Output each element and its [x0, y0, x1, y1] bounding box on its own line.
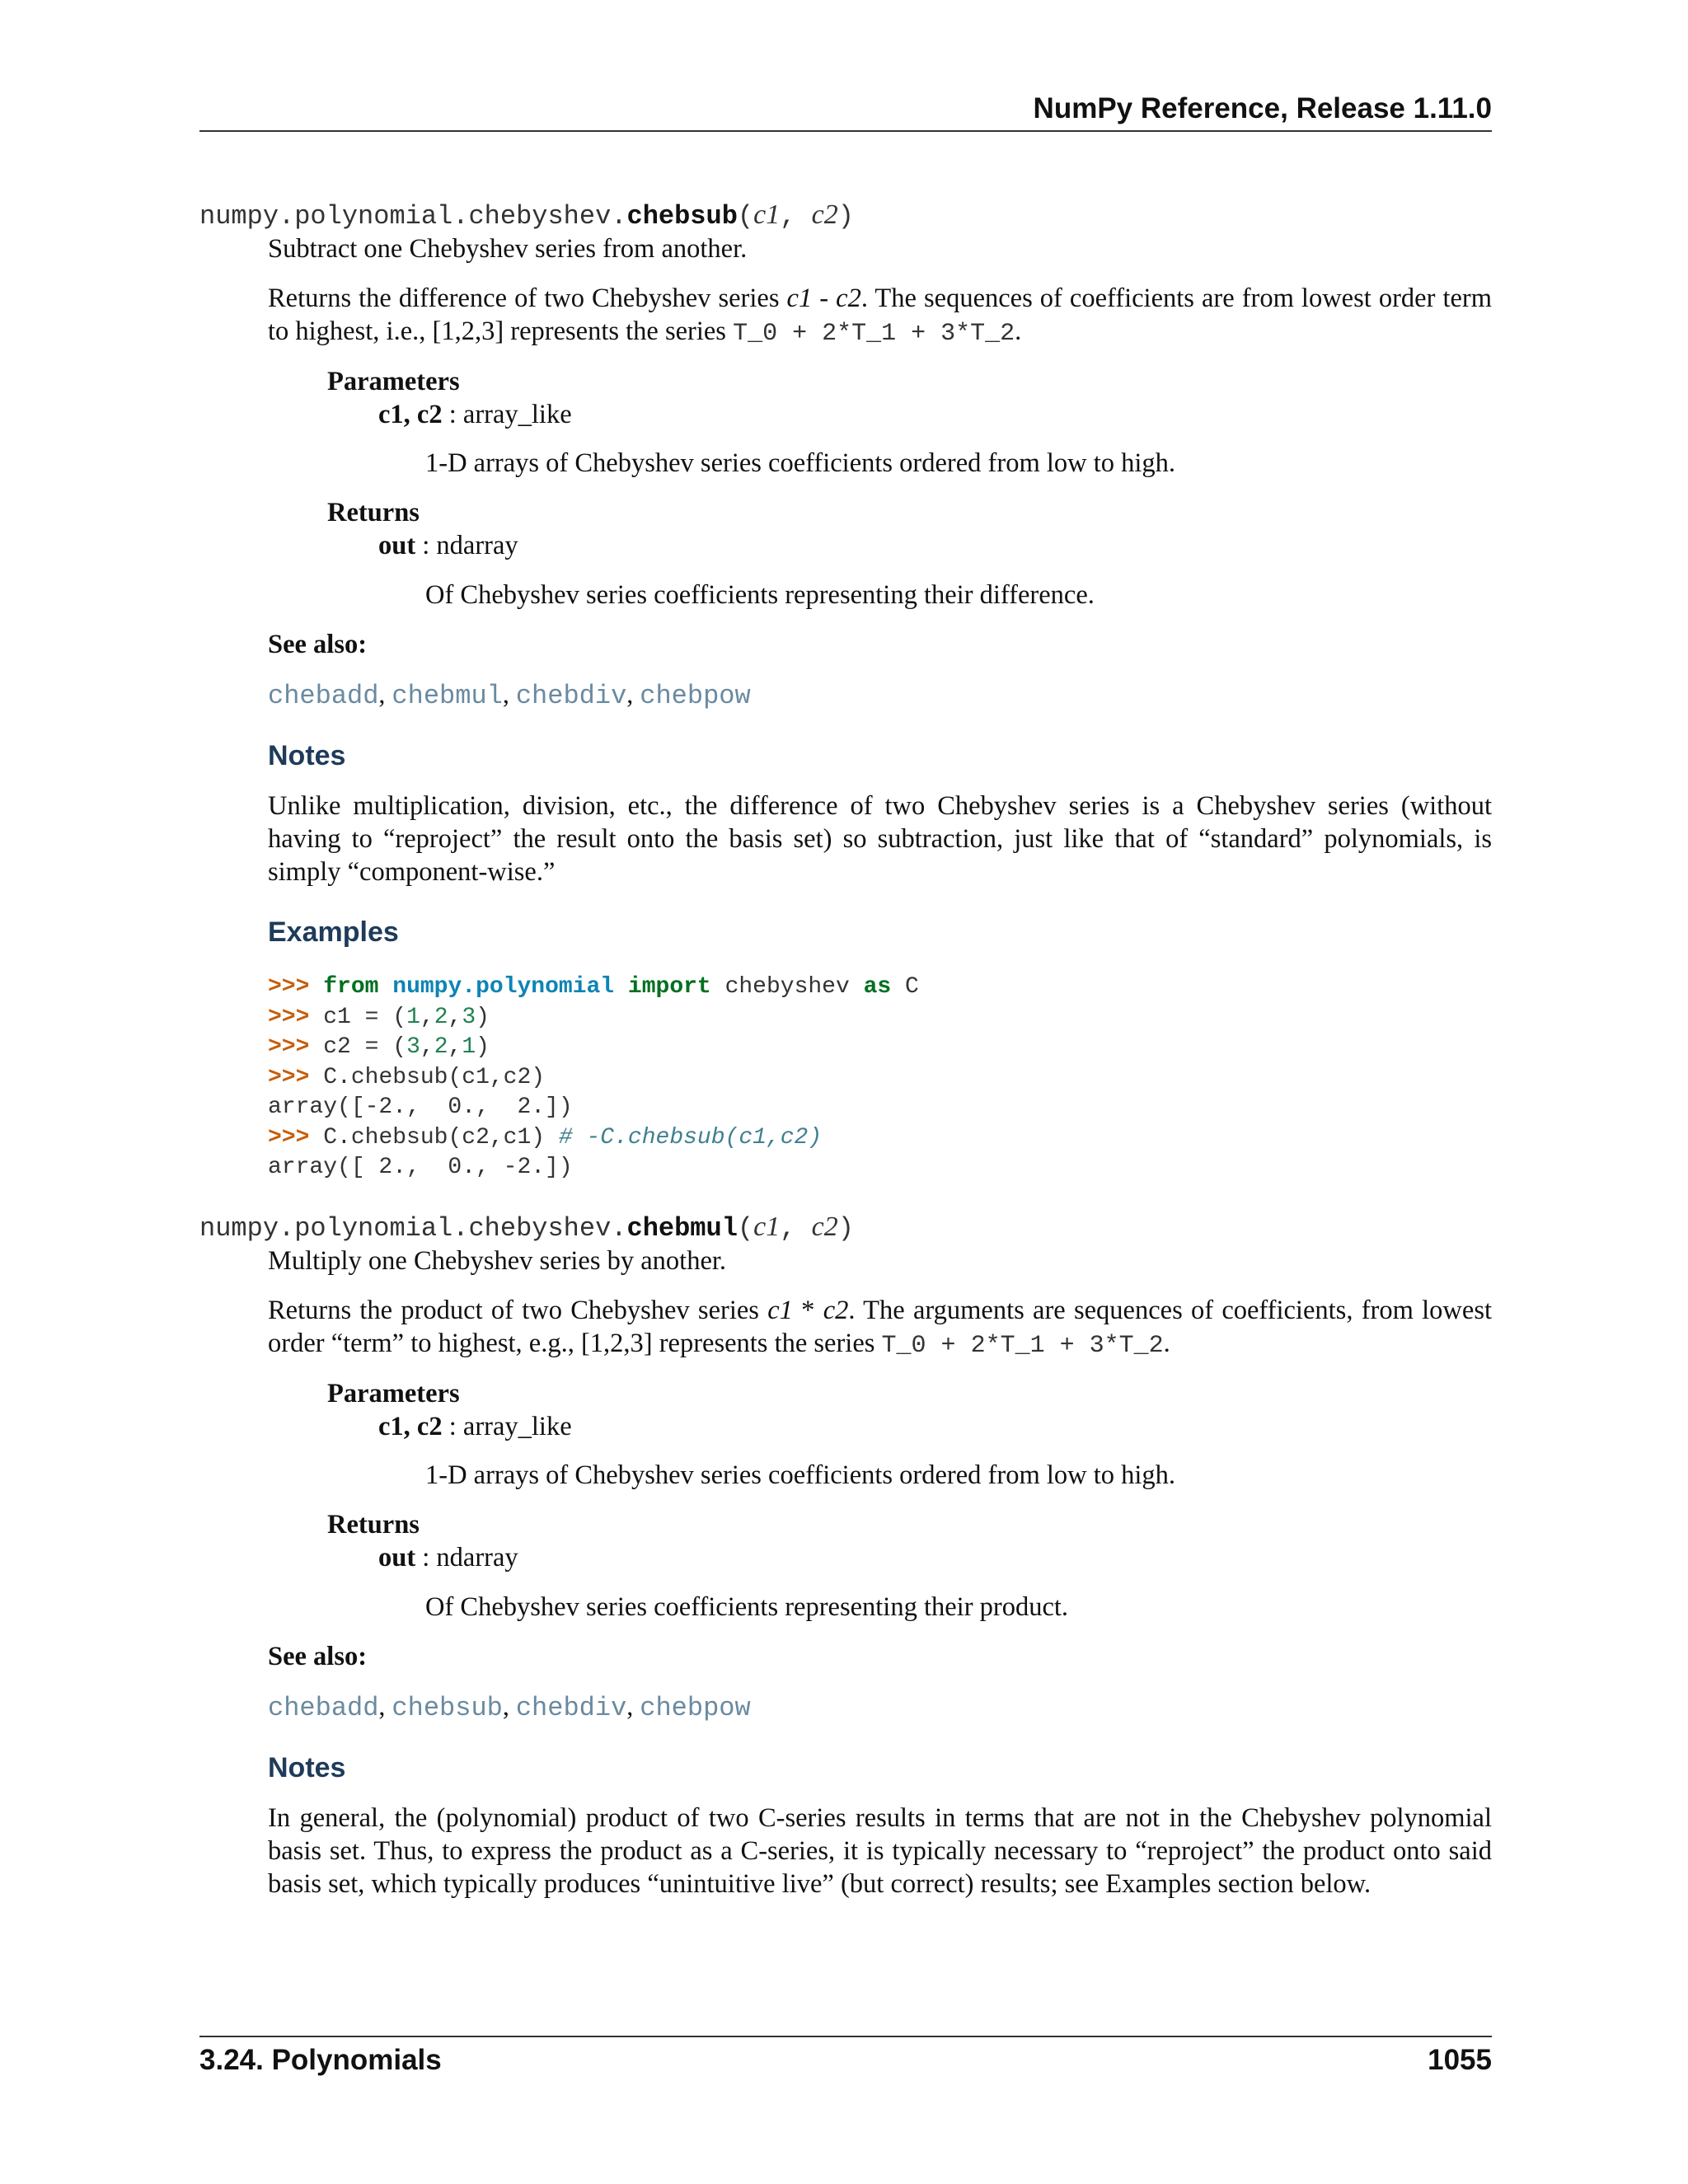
module-name: numpy.polynomial [392, 974, 615, 1000]
prompt: >>> [268, 1064, 310, 1090]
notes-heading: Notes [268, 740, 346, 771]
page-number: 1055 [1428, 2044, 1492, 2076]
desc-end: . [1163, 1329, 1170, 1358]
function-name: chebmul [626, 1213, 738, 1244]
return-description: Of Chebyshev series coefficients representing their difference. [425, 580, 1095, 610]
see-also-label: See also: [268, 1642, 368, 1671]
return-entry [378, 1541, 518, 1574]
prompt: >>> [268, 1124, 310, 1151]
desc-text: Returns the difference of two Chebyshev series [268, 284, 787, 313]
return-type: : ndarray [415, 531, 518, 560]
chebmul-summary: Multiply one Chebyshev series by another. [268, 1246, 727, 1276]
desc-text: . The arguments are sequences of coefficients, from lowest order “term” to highest, e.g., [1,2,3] represents the series [268, 1296, 1493, 1358]
chebmul-signature [199, 1212, 854, 1244]
prompt: >>> [268, 1034, 310, 1060]
module-prefix: numpy.polynomial.chebyshev. [199, 1213, 627, 1244]
open-paren: ( [737, 201, 754, 232]
inline-code: T_0 + 2*T_1 + 3*T_2 [733, 320, 1015, 348]
kw-as: as [863, 974, 892, 1000]
link-chebdiv[interactable]: chebdiv [515, 1693, 627, 1723]
desc-text: . The sequences of coefficients are from lowest order term to highest, i.e., [1,2,3] represents the series [268, 284, 1493, 346]
number: 1 [462, 1034, 476, 1060]
code-text: c1 = ( [323, 1004, 407, 1030]
import-alias: C [905, 974, 919, 1000]
link-chebsub[interactable]: chebsub [392, 1693, 503, 1723]
code-comment: # -C.chebsub(c1,c2) [558, 1124, 823, 1151]
desc-arg: c2 [823, 1296, 849, 1325]
desc-arg: c1 [767, 1296, 793, 1325]
code-text: C.chebsub(c1,c2) [323, 1064, 546, 1090]
chebsub-description [268, 282, 1492, 350]
prompt: >>> [268, 974, 310, 1000]
import-name: chebyshev [724, 974, 850, 1000]
link-chebadd[interactable]: chebadd [268, 1693, 379, 1723]
chebsub-summary: Subtract one Chebyshev series from another. [268, 234, 748, 264]
arg-c2: c2 [811, 199, 838, 230]
param-type: : array_like [442, 400, 572, 429]
param-name: c1, c2 [378, 1412, 443, 1441]
return-type: : ndarray [415, 1543, 518, 1572]
param-description: 1-D arrays of Chebyshev series coefficients ordered from low to high. [425, 1460, 1176, 1490]
header-rule [199, 130, 1492, 132]
param-entry [378, 398, 572, 431]
close-paren: ) [837, 1213, 854, 1244]
desc-end: . [1015, 316, 1022, 346]
code-text: C.chebsub(c2,c1) [323, 1124, 559, 1151]
examples-heading: Examples [268, 916, 399, 948]
running-header: NumPy Reference, Release 1.11.0 [1033, 92, 1492, 124]
desc-op: * [792, 1296, 823, 1325]
example-code-block: >>> from numpy.polynomial import chebyshev as C >>> c1 = (1,2,3) >>> c2 = (3,2,1) >>> C.chebsub(c1,c2) array([-2., 0., 2.]) >>> C.chebsub(c2,c1) # -C.chebsub(c1,c2) array([ 2., 0., -2.]) [268, 974, 919, 1180]
link-chebmul[interactable]: chebmul [392, 681, 503, 711]
link-chebpow[interactable]: chebpow [640, 681, 751, 711]
close-paren: ) [837, 201, 854, 232]
function-name: chebsub [626, 201, 738, 232]
notes-heading: Notes [268, 1752, 346, 1783]
number: 1 [406, 1004, 420, 1030]
number: 2 [434, 1004, 448, 1030]
link-chebadd[interactable]: chebadd [268, 681, 379, 711]
arg-separator: , [780, 201, 812, 232]
arg-c2: c2 [811, 1212, 838, 1242]
number: 3 [462, 1004, 476, 1030]
chebsub-signature [199, 199, 854, 232]
link-chebdiv[interactable]: chebdiv [515, 681, 627, 711]
number: 2 [434, 1034, 448, 1060]
number: 3 [406, 1034, 420, 1060]
kw-from: from [323, 974, 379, 1000]
param-description: 1-D arrays of Chebyshev series coefficients ordered from low to high. [425, 448, 1176, 478]
returns-label: Returns [327, 1510, 420, 1540]
return-name: out [378, 1543, 416, 1572]
code-output: array([-2., 0., 2.]) [268, 1094, 573, 1120]
see-also-links: chebadd, chebsub, chebdiv, chebpow [268, 1691, 751, 1723]
kw-import: import [627, 974, 711, 1000]
desc-arg: c2 [836, 284, 861, 313]
desc-arg: c1 [786, 284, 813, 313]
desc-text: Returns the product of two Chebyshev series [268, 1296, 768, 1325]
parameters-label: Parameters [327, 1379, 460, 1408]
prompt: >>> [268, 1004, 310, 1030]
returns-label: Returns [327, 498, 420, 527]
param-name: c1, c2 [378, 400, 443, 429]
parameters-label: Parameters [327, 367, 460, 396]
chebmul-description [268, 1294, 1492, 1362]
arg-separator: , [780, 1213, 812, 1244]
open-paren: ( [737, 1213, 754, 1244]
footer-rule [199, 2036, 1492, 2037]
inline-code: T_0 + 2*T_1 + 3*T_2 [881, 1332, 1164, 1360]
see-also-label: See also: [268, 630, 368, 659]
desc-op: - [812, 284, 837, 313]
notes-text: In general, the (polynomial) product of two C-series results in terms that are not in the Chebyshev polynomial basis set. Thus, to express the product as a C-series, it is typically necessary to “reproject” the product onto said basis set, which typically produces “unintuitive live” (but correct) results; see Examples section below. [268, 1803, 1492, 1899]
footer-section: 3.24. Polynomials [199, 2044, 442, 2076]
arg-c1: c1 [753, 1212, 781, 1242]
return-name: out [378, 531, 416, 560]
code-output: array([ 2., 0., -2.]) [268, 1155, 573, 1180]
notes-text: Unlike multiplication, division, etc., the difference of two Chebyshev series is a Chebyshev series (without having to “reproject” the result onto the basis set) so subtraction, just like that of “standard” polynomials, is simply “component-wise.” [268, 791, 1492, 887]
arg-c1: c1 [753, 199, 781, 230]
return-description: Of Chebyshev series coefficients representing their product. [425, 1592, 1069, 1622]
code-text: c2 = ( [323, 1034, 407, 1060]
return-entry [378, 529, 518, 562]
param-type: : array_like [442, 1412, 572, 1441]
param-entry [378, 1410, 572, 1443]
link-chebpow[interactable]: chebpow [640, 1693, 751, 1723]
module-prefix: numpy.polynomial.chebyshev. [199, 201, 627, 232]
see-also-links: chebadd, chebmul, chebdiv, chebpow [268, 679, 751, 711]
